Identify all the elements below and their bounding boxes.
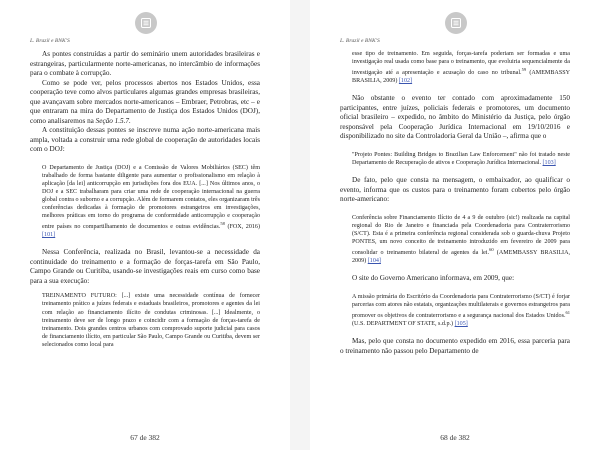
citation: (AMEMBASSY BRASILIA, 2009)	[352, 70, 570, 85]
running-head: L. Brazil e BNK'S	[340, 38, 380, 44]
block-quote	[352, 214, 570, 266]
left-page	[0, 0, 290, 450]
right-menu-button[interactable]	[445, 12, 467, 34]
footnote-marker[interactable]: 58	[220, 221, 225, 227]
reference-link[interactable]: [104]	[367, 258, 381, 265]
footnote-marker[interactable]: 59	[521, 67, 527, 73]
paragraph: A constituição dessas pontes se inscreve numa ação norte-americana mais ampla, voltada a construir uma rede global de cooperação de autoridades locais com o DOJ:	[30, 126, 260, 153]
paragraph	[30, 79, 260, 127]
right-page	[310, 0, 600, 450]
list-menu-icon	[451, 18, 461, 28]
paragraph: O site do Governo Americano informava, em 2009, que:	[352, 274, 515, 283]
page-number: 67 de 382	[130, 433, 160, 442]
paragraph: Nessa Conferência, realizada no Brasil, levantou-se a necessidade da continuidade do treinamento e a formação de forças-tarefa em São Paulo, Campo Grande ou Curitiba, usando-se investigações reais em curso como base para a sua execução:	[30, 248, 260, 285]
footnote-marker[interactable]: 61	[565, 309, 570, 315]
block-quote	[352, 293, 570, 328]
left-menu-button[interactable]	[135, 12, 157, 34]
citation: (AMEMBASSY BRASILIA, 2009)	[352, 250, 571, 265]
reference-link[interactable]: [101]	[42, 232, 56, 239]
quote-text: Conferência sobre Financiamento Ilícito de 4 a 9 de outubro (sic!) realizada na capital regional do Rio de Janeiro e financiada pela Coordenadoria para Contraterrorismo (S/CT). Esta é a primeira conferência regional considerada sob o guarda-chuva Projeto PONTES, um novo conceito de treinamento introduzido em fevereiro de 2009 para consolidar o treinamento bilateral de agentes da lei.	[352, 214, 570, 256]
citation: (FOX, 2016)	[227, 224, 260, 231]
left-page-content	[30, 50, 260, 349]
quote-text: "Projeto Pontes: Building Bridges to Brazilian Law Enforcement" não foi tratado neste Departamento de Recuperação de ativos e Cooperação Jurídica Internacional.	[352, 151, 570, 166]
paragraph: As pontes construídas a partir do seminário unem autoridades brasileiras e estrangeiras, particularmente norte-americanas, no intercâmbio de informações para o combate à corrupção.	[30, 50, 260, 77]
footnote-marker[interactable]: 60	[489, 246, 494, 252]
list-menu-icon	[141, 18, 151, 28]
block-quote	[352, 50, 570, 85]
quote-text: esse tipo de treinamento. Em seguida, forças-tarefa poderiam ser formadas e uma investigação real usada como base para o treinamento, que evoluiria sequencialmente da investigação até a apresentação e acusação do caso no tribunal.	[352, 51, 570, 77]
citation: (U.S. DEPARTMENT OF STATE, s.d.p.)	[352, 321, 454, 327]
page-number: 68 de 382	[440, 433, 470, 442]
running-head: L. Brazil e BNK'S	[30, 38, 70, 44]
reference-link[interactable]: [103]	[542, 160, 556, 166]
section-reference: Seção 1.5.7.	[95, 116, 131, 125]
reference-link[interactable]: [102]	[398, 78, 413, 85]
paragraph: Não obstante o evento ter contado com aproximadamente 150 participantes, entre juízes, policiais federais e promotores, um documento oficial brasileiro – expedido, no âmbito do Ministério da Justiça, pelo órgão responsável pela Cooperação Jurídica Internacional em 19/10/2016 e disponibilizado no site da Controladoria Geral da União –, afirma que o	[340, 94, 570, 141]
reference-link[interactable]: [105]	[454, 321, 468, 327]
page-gutter	[290, 0, 310, 450]
quote-text: O Departamento de Justiça (DOJ) e a Comissão de Valores Mobiliários (SEC) têm trabalhado de forma bastante diligente para aumentar o profissionalismo em relação à aplicação [da lei] anticorrupção em jurisdições fora dos EUA. [...] Nos últimos anos, o DOJ e a SEC trabalharam para criar uma rede de cooperação internacional na guerra global contra o suborno e a corrupção. Além de formarem contatos, eles organizaram três conferências dedicadas à formação de promotores estrangeiros em investigações, melhores práticas em torno do programa de conformidade anticorrupção e cooperação entre países no compartilhamento de documentos e outras evidências.	[42, 164, 260, 231]
block-quote: TREINAMENTO FUTURO: [...] existe uma necessidade contínua de fornecer treinamento prático a juízes federais e estaduais brasileiros, promotores e agentes da lei com relação ao financiamento ilícito de condutas criminosas. [...] Idealmente, o treinamento deve ser de longo prazo e coincidir com a formação de forças-tarefa de treinamento. Dois grandes centros urbanos com comprovado suporte judicial para casos de financiamento ilícito, em particular São Paulo, Campo Grande ou Curitiba, devem ser selecionados como local para	[42, 293, 260, 348]
paragraph: Mas, pelo que consta no documento expedido em 2016, essa parceria para o treinamento não passou pelo Departamento de	[340, 337, 570, 355]
quote-text: A missão primária do Escritório da Coordenadoria para Contraterrorismo (S/CT) é forjar parcerias com atores não estatais, organizações multilaterais e governos estrangeiros para promover os objetivos de contraterrorismo e a segurança nacional dos Estados Unidos.	[352, 293, 570, 319]
paragraph: De fato, pelo que consta na mensagem, o embaixador, ao qualificar o evento, informa que os custos para o treinamento foram cobertos pelo órgão norte-americano:	[340, 176, 570, 204]
block-quote	[42, 164, 260, 240]
right-page-content	[340, 50, 570, 356]
paragraph-text: Como se pode ver, pelos processos abertos nos Estados Unidos, essa cooperação teve como alvos particulares algumas grandes empresas brasileiras, que avançavam sobre mercados norte-americanos – Embraer, Petrobras, etc – e que entraram na mira do Departamento de Justiça dos Estados Unidos (DOJ), como analisaremos na	[30, 78, 260, 125]
block-quote	[352, 151, 570, 167]
